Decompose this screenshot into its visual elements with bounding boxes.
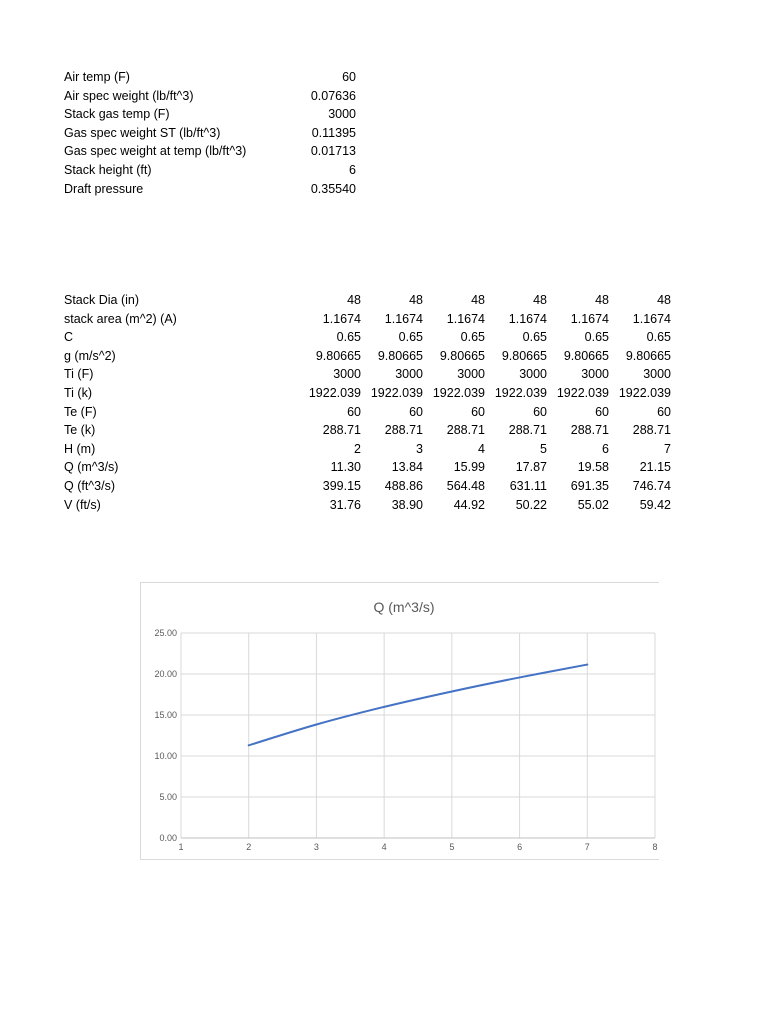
table-cell[interactable]: 31.76	[329, 497, 361, 512]
parameter-label: Air temp (F)	[64, 70, 130, 84]
table-cell[interactable]: 19.58	[577, 460, 609, 475]
table-cell[interactable]: 60	[347, 404, 361, 419]
table-cell[interactable]: 4	[478, 441, 485, 456]
y-tick-label: 5.00	[159, 792, 177, 802]
table-cell[interactable]: 1922.039	[432, 385, 485, 400]
table-cell[interactable]: 60	[533, 404, 547, 419]
table-cell[interactable]: 288.71	[446, 423, 485, 438]
table-cell[interactable]: 48	[533, 293, 547, 307]
parameter-row	[64, 180, 356, 199]
series-line[interactable]	[249, 665, 588, 746]
data-point	[248, 745, 250, 747]
table-cell[interactable]: 288.71	[508, 423, 547, 438]
table-cell[interactable]: 3000	[519, 367, 547, 382]
table-cell[interactable]: 0.65	[460, 330, 485, 345]
table-cell[interactable]: 15.99	[453, 460, 485, 475]
table-cell[interactable]: 3000	[457, 367, 485, 382]
table-cell[interactable]: 288.71	[322, 423, 361, 438]
table-cell[interactable]: 9.80665	[563, 348, 609, 363]
table-row	[64, 310, 672, 329]
x-tick-label: 7	[584, 842, 590, 852]
parameter-value: 6	[349, 162, 356, 177]
table-cell[interactable]: 288.71	[570, 423, 609, 438]
table-cell[interactable]: 1.1674	[632, 311, 671, 326]
table-cell[interactable]: 1922.039	[308, 385, 361, 400]
chart-area[interactable]	[140, 582, 659, 860]
calculation-table	[64, 291, 672, 514]
table-cell[interactable]: 11.30	[330, 460, 361, 475]
table-cell[interactable]: 488.86	[384, 478, 423, 493]
table-cell[interactable]: 0.65	[522, 330, 547, 345]
table-cell[interactable]: 50.22	[515, 497, 547, 512]
parameter-value: 0.35540	[310, 181, 356, 196]
row-label: Te (F)	[64, 404, 97, 419]
table-cell[interactable]: 1.1674	[446, 311, 485, 326]
table-cell[interactable]: 6	[602, 441, 609, 456]
table-cell[interactable]: 288.71	[384, 423, 423, 438]
row-label: C	[64, 330, 74, 345]
y-tick-label: 0.00	[159, 833, 177, 843]
table-cell[interactable]: 1.1674	[508, 311, 547, 326]
table-cell[interactable]: 0.65	[336, 330, 361, 345]
data-point	[383, 706, 385, 708]
table-cell[interactable]: 9.80665	[377, 348, 423, 363]
parameter-label: Air spec weight (lb/ft^3)	[64, 88, 194, 103]
table-cell[interactable]: 1922.039	[618, 385, 671, 400]
table-cell[interactable]: 1.1674	[322, 311, 361, 326]
parameter-row	[64, 68, 356, 87]
data-point	[451, 691, 453, 693]
table-cell[interactable]: 7	[664, 441, 671, 456]
table-row	[64, 365, 672, 384]
table-cell[interactable]: 3000	[581, 367, 609, 382]
row-label: Q (m^3/s)	[64, 460, 119, 475]
x-tick-label: 2	[246, 842, 252, 852]
table-cell[interactable]: 9.80665	[625, 348, 671, 363]
table-cell[interactable]: 9.80665	[439, 348, 485, 363]
table-row	[64, 291, 672, 310]
parameter-label: Gas spec weight ST (lb/ft^3)	[64, 125, 221, 140]
parameter-label: Stack gas temp (F)	[64, 107, 170, 122]
table-row	[64, 328, 672, 347]
table-cell[interactable]: 38.90	[391, 497, 423, 512]
x-tick-label: 3	[313, 842, 319, 852]
row-label: H (m)	[64, 441, 96, 456]
table-cell[interactable]: 17.87	[515, 460, 547, 475]
table-row	[64, 421, 672, 440]
row-label: V (ft/s)	[64, 497, 101, 512]
table-cell[interactable]: 746.74	[632, 478, 671, 493]
parameter-value: 0.07636	[310, 88, 356, 103]
y-tick-label: 20.00	[154, 669, 177, 679]
x-tick-label: 1	[178, 842, 184, 852]
table-cell[interactable]: 55.02	[577, 497, 609, 512]
parameter-value: 0.01713	[310, 144, 356, 159]
chart-title: Q (m^3/s)	[373, 599, 435, 615]
table-cell[interactable]: 3000	[395, 367, 423, 382]
table-row	[64, 384, 672, 403]
row-label: g (m/s^2)	[64, 348, 116, 363]
table-cell[interactable]: 3	[416, 441, 423, 456]
table-cell[interactable]: 9.80665	[501, 348, 547, 363]
table-row	[64, 403, 672, 422]
table-cell[interactable]: 60	[409, 404, 423, 419]
row-label: Stack Dia (in)	[64, 293, 140, 307]
table-cell[interactable]: 60	[595, 404, 609, 419]
table-cell[interactable]: 9.80665	[315, 348, 361, 363]
data-point	[316, 724, 318, 726]
table-cell[interactable]: 564.48	[446, 478, 485, 493]
table-cell[interactable]: 0.65	[398, 330, 423, 345]
y-tick-label: 15.00	[154, 710, 177, 720]
table-cell[interactable]: 1922.039	[370, 385, 423, 400]
table-cell[interactable]: 48	[595, 293, 609, 307]
row-label: Ti (F)	[64, 367, 94, 382]
row-label: Te (k)	[64, 423, 96, 438]
data-point	[519, 677, 521, 679]
table-row	[64, 477, 672, 496]
table-cell[interactable]: 2	[354, 441, 361, 456]
table-cell[interactable]: 1922.039	[494, 385, 547, 400]
parameter-label: Gas spec weight at temp (lb/ft^3)	[64, 144, 247, 159]
parameter-value: 3000	[328, 107, 356, 122]
parameter-row	[64, 105, 356, 124]
q-line-chart	[141, 583, 659, 859]
table-row	[64, 496, 672, 515]
table-cell[interactable]: 0.65	[646, 330, 671, 345]
parameter-row	[64, 87, 356, 106]
table-row	[64, 458, 672, 477]
table-cell[interactable]: 691.35	[570, 478, 609, 493]
table-cell[interactable]: 44.92	[453, 497, 485, 512]
x-tick-label: 5	[449, 842, 455, 852]
table-cell[interactable]: 288.71	[632, 423, 671, 438]
table-cell[interactable]: 0.65	[584, 330, 609, 345]
row-label: stack area (m^2) (A)	[64, 311, 177, 326]
table-cell[interactable]: 1922.039	[556, 385, 609, 400]
table-cell[interactable]: 399.15	[322, 478, 361, 493]
table-cell[interactable]: 3000	[333, 367, 361, 382]
table-cell[interactable]: 48	[471, 293, 485, 307]
table-cell[interactable]: 5	[540, 441, 547, 456]
x-tick-label: 6	[517, 842, 523, 852]
table-cell[interactable]: 1.1674	[384, 311, 423, 326]
y-tick-label: 25.00	[154, 628, 177, 638]
parameter-row	[64, 142, 356, 161]
parameter-label: Draft pressure	[64, 181, 144, 196]
table-cell[interactable]: 21.15	[639, 460, 671, 475]
table-cell[interactable]: 48	[347, 293, 361, 307]
table-row	[64, 440, 672, 459]
parameter-value: 0.11395	[311, 125, 356, 140]
parameter-value: 60	[342, 70, 356, 84]
x-tick-label: 4	[381, 842, 387, 852]
data-point	[586, 664, 588, 666]
parameter-row	[64, 161, 356, 180]
parameters-block	[64, 68, 356, 198]
row-label: Q (ft^3/s)	[64, 478, 116, 493]
table-cell[interactable]: 59.42	[639, 497, 671, 512]
parameter-row	[64, 124, 356, 143]
table-cell[interactable]: 60	[471, 404, 485, 419]
table-cell[interactable]: 1.1674	[570, 311, 609, 326]
table-cell[interactable]: 631.11	[509, 478, 547, 493]
row-label: Ti (k)	[64, 385, 92, 400]
parameter-label: Stack height (ft)	[64, 162, 152, 177]
y-tick-label: 10.00	[154, 751, 177, 761]
table-cell[interactable]: 48	[657, 293, 671, 307]
x-tick-label: 8	[652, 842, 658, 852]
table-cell[interactable]: 48	[409, 293, 423, 307]
table-cell[interactable]: 13.84	[391, 460, 423, 475]
table-row	[64, 347, 672, 366]
table-cell[interactable]: 3000	[643, 367, 671, 382]
table-cell[interactable]: 60	[657, 404, 671, 419]
